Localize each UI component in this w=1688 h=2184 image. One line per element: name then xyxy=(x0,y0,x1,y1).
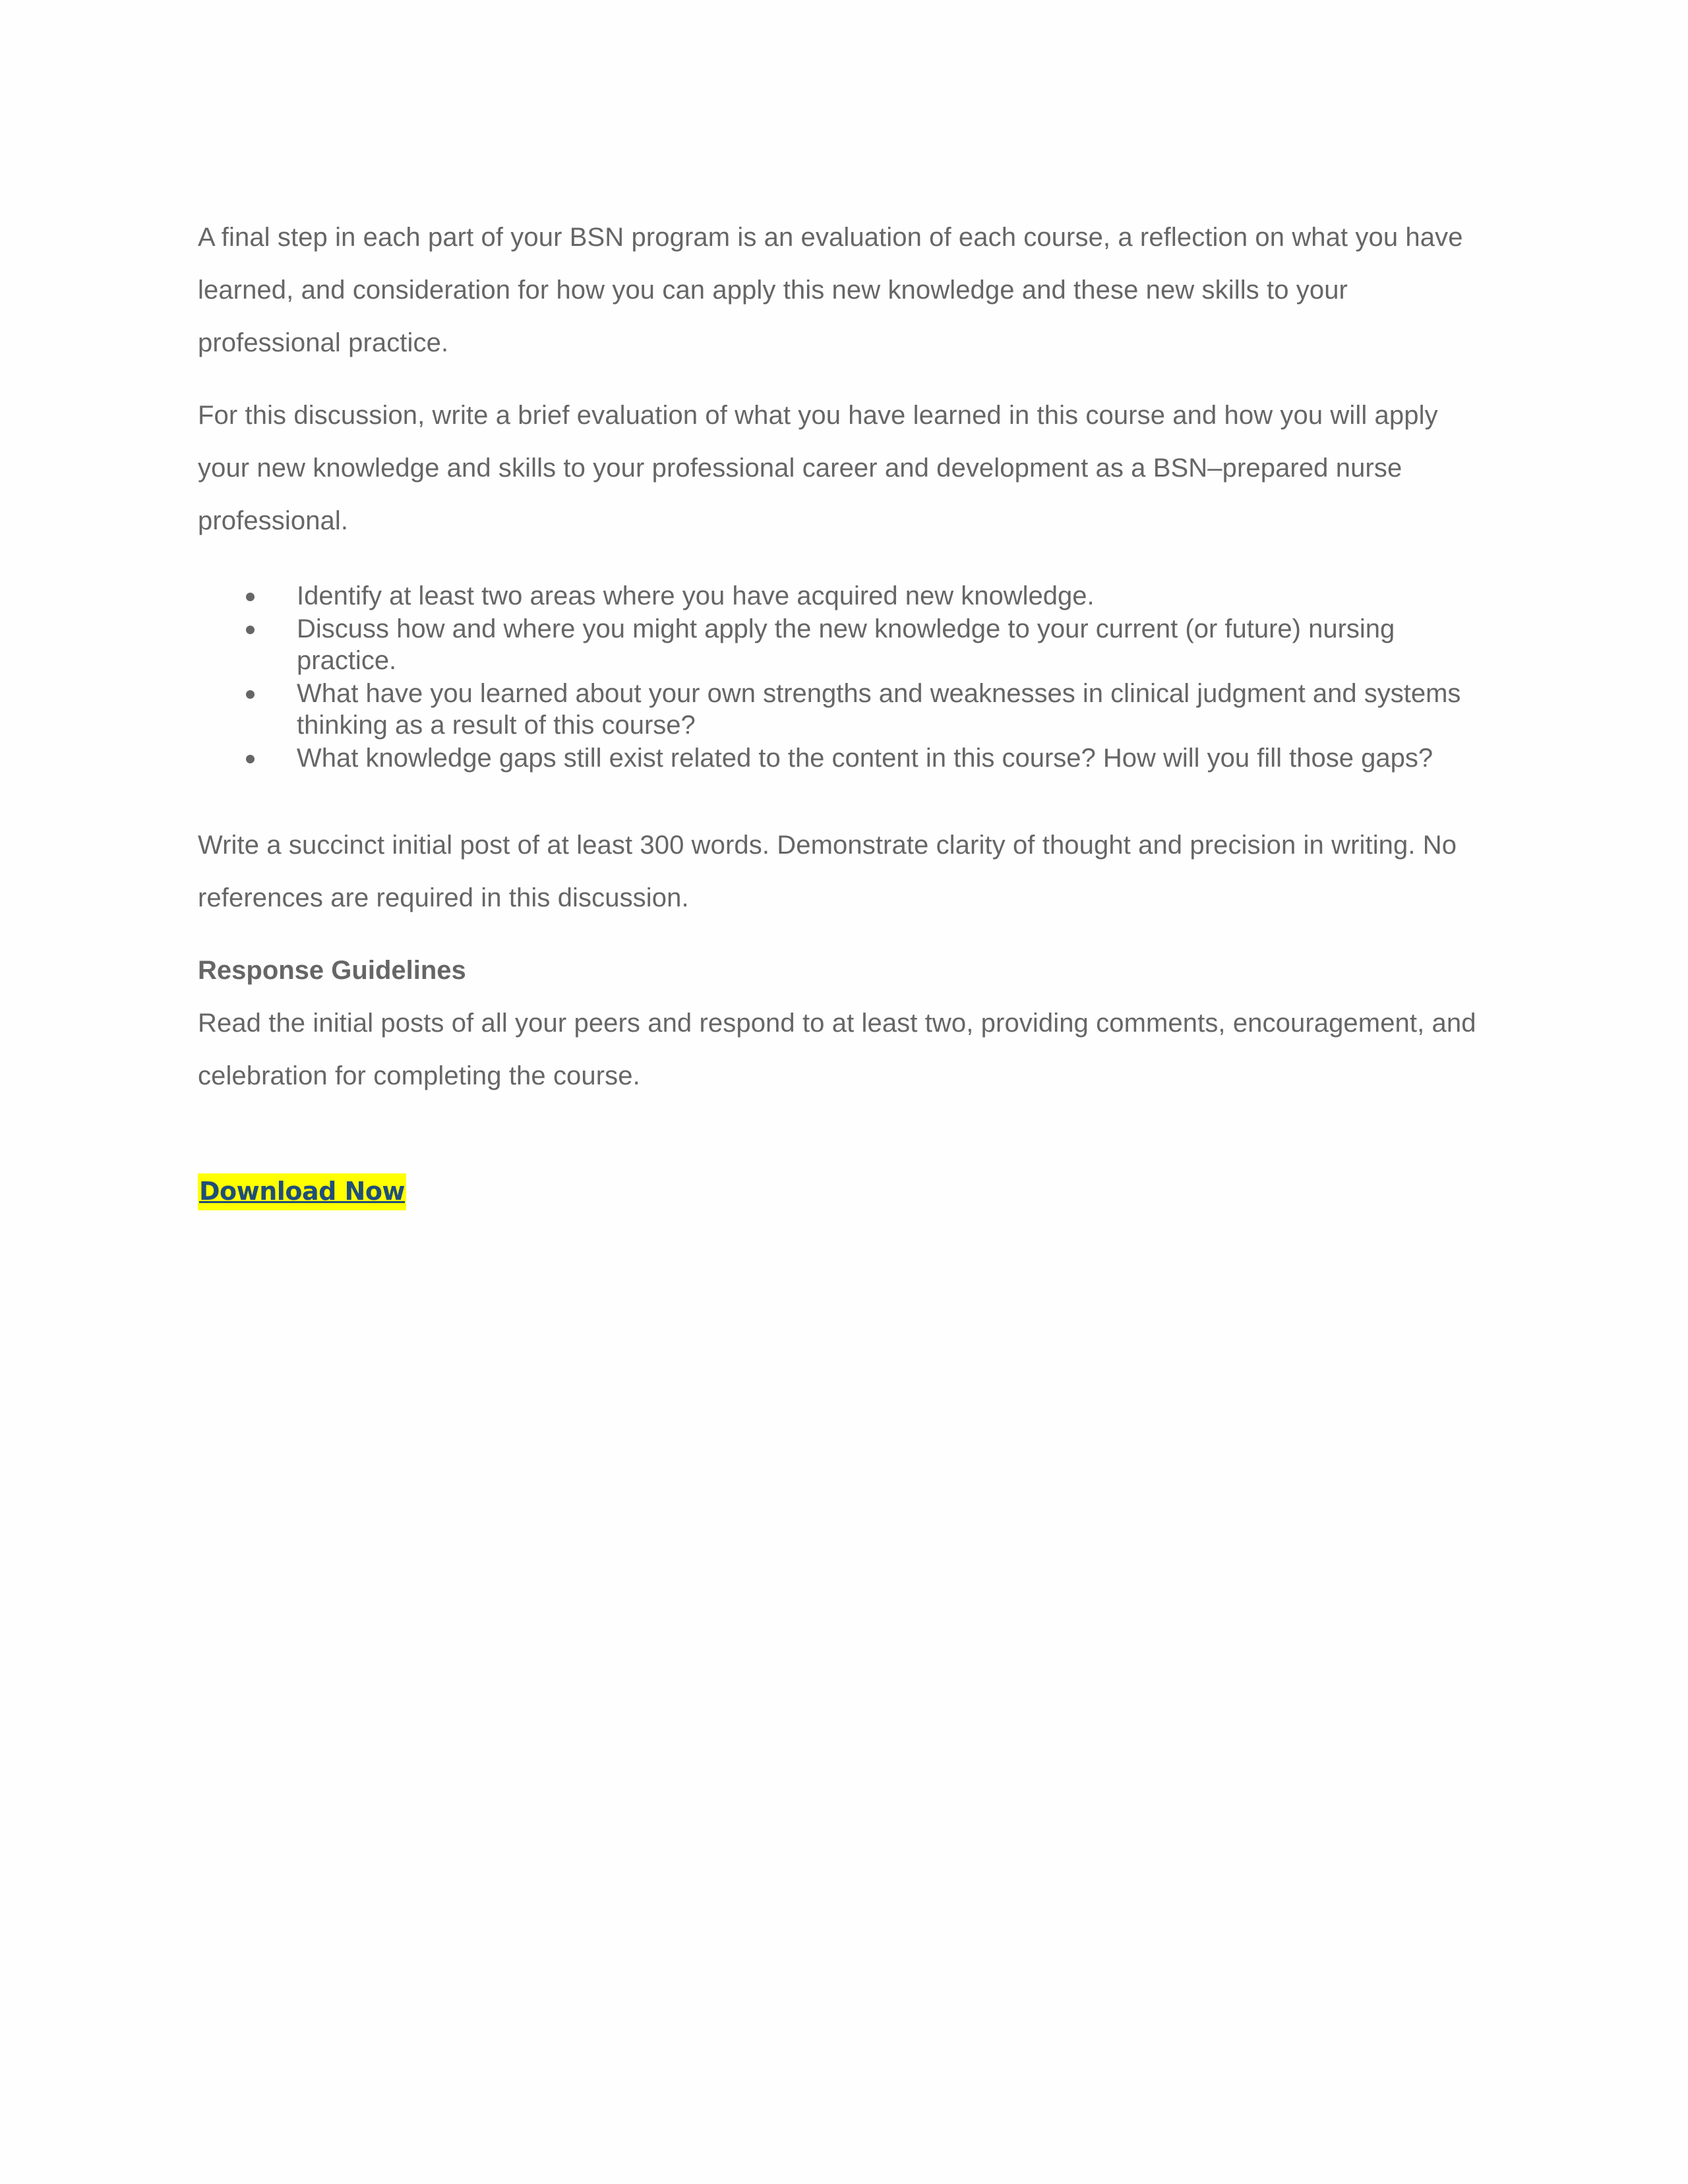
bullet-icon xyxy=(246,593,255,601)
response-guidelines-paragraph: Read the initial posts of all your peers and respond to at least two, providing comments, encouragement, and celebration for completing the course. xyxy=(198,1009,1476,1090)
bullet-icon xyxy=(246,755,255,763)
response-guidelines-heading: Response Guidelines xyxy=(198,956,466,985)
post-instructions-paragraph: Write a succinct initial post of at least 300 words. Demonstrate clarity of thought and precision in writing. No references are required in this discussion. xyxy=(198,831,1457,912)
download-section xyxy=(198,1171,1497,1211)
document-body xyxy=(198,211,1497,1211)
list-item-text: What knowledge gaps still exist related to the content in this course? How will you fill those gaps? xyxy=(297,744,1433,773)
list-item xyxy=(198,613,1497,676)
download-now-link[interactable]: Download Now xyxy=(198,1173,406,1210)
discussion-paragraph: For this discussion, write a brief evaluation of what you have learned in this course and how you will apply your new knowledge and skills to your professional career and development as a BSN–prepared nurse professional. xyxy=(198,401,1438,535)
requirements-list xyxy=(198,580,1497,774)
bullet-icon xyxy=(246,690,255,699)
list-item xyxy=(198,678,1497,741)
bullet-icon xyxy=(246,626,255,634)
list-item-text: Identify at least two areas where you have acquired new knowledge. xyxy=(297,581,1095,610)
list-item xyxy=(198,742,1497,774)
list-item-text: Discuss how and where you might apply the new knowledge to your current (or future) nursing practice. xyxy=(297,614,1395,675)
list-item xyxy=(198,580,1497,612)
intro-paragraph: A final step in each part of your BSN program is an evaluation of each course, a reflection on what you have learned, and consideration for how you can apply this new knowledge and these new skills to your professional practice. xyxy=(198,223,1463,357)
list-item-text: What have you learned about your own strengths and weaknesses in clinical judgment and systems thinking as a result of this course? xyxy=(297,679,1461,740)
